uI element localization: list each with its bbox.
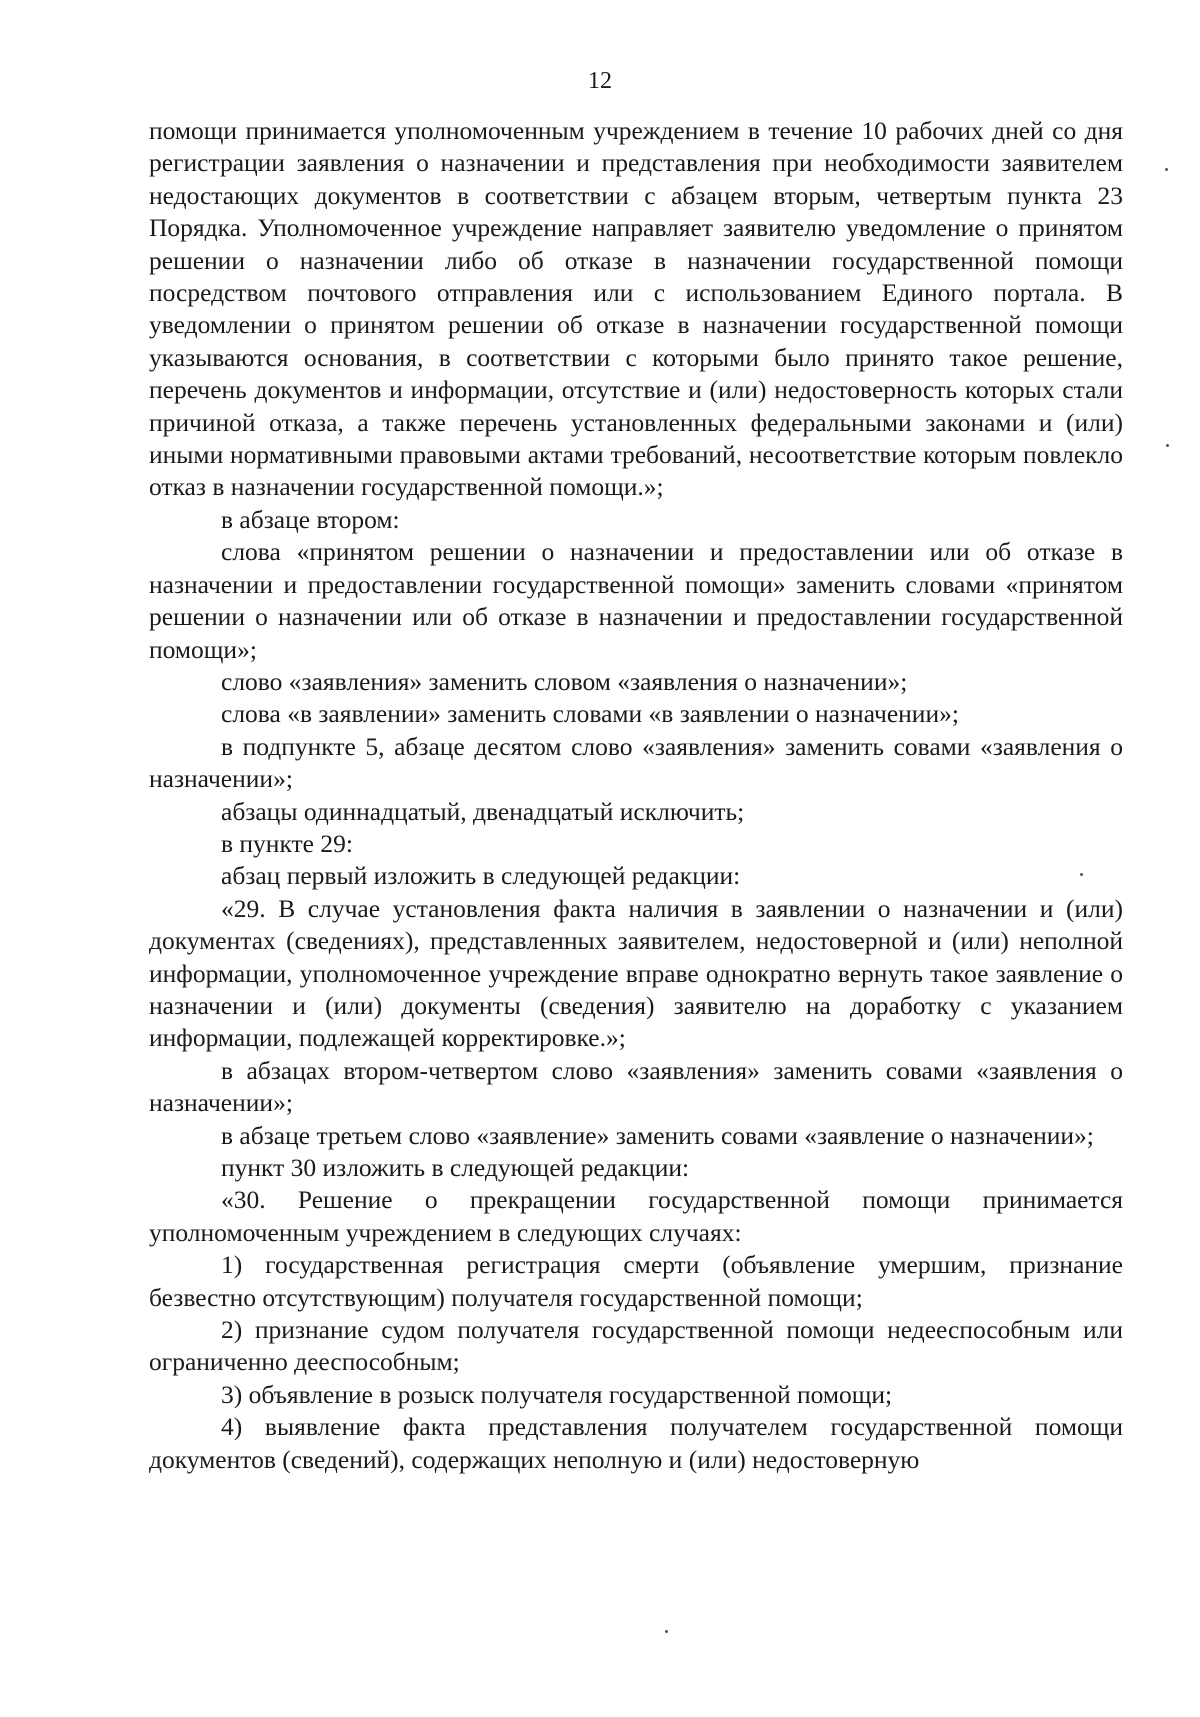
paragraph: абзацы одиннадцатый, двенадцатый исключить; <box>221 796 745 826</box>
paragraph: в абзаце третьем слово «заявление» заменить совами «заявление о назначении»; <box>221 1120 1094 1150</box>
scan-speck <box>1080 873 1083 876</box>
scan-speck <box>1165 168 1168 171</box>
paragraph: в подпункте 5, абзаце десятом слово «заявления» заменить совами «заявления о назначении»; <box>149 731 1123 794</box>
paragraph: абзац первый изложить в следующей редакции: <box>221 861 741 891</box>
paragraph: «30. Решение о прекращении государственной помощи принимается уполномоченным учреждением в следующих случаях: <box>149 1185 1123 1247</box>
list-item: 2) признание судом получателя государственной помощи недееспособным или ограниченно дееспособным; <box>149 1315 1123 1377</box>
paragraph: слово «заявления» заменить словом «заявления о назначении»; <box>221 666 908 696</box>
paragraph: слова «в заявлении» заменить словами «в заявлении о назначении»; <box>221 699 959 729</box>
paragraph: «29. В случае установления факта наличия в заявлении о назначении и (или) документах (сведениях), представленных заявителем, недостоверной и (или) неполной информации, уполномоченное учреждение вправе однократно вернуть такое заявление о назначении и (или) документы (сведения) заявителю на доработку с указанием информации, подлежащей корректировке.»; <box>149 893 1123 1053</box>
list-item: 1) государственная регистрация смерти (объявление умершим, признание безвестно отсутствующим) получателя государственной помощи; <box>149 1250 1123 1312</box>
page-number: 12 <box>588 68 612 94</box>
paragraph: в абзацах втором-четвертом слово «заявления» заменить совами «заявления о назначении»; <box>149 1055 1123 1118</box>
paragraph: в пункте 29: <box>221 828 353 858</box>
document-body <box>149 115 1123 1476</box>
paragraph: слова «принятом решении о назначении и предоставлении или об отказе в назначении и предоставлении государственной помощи» заменить словами «принятом решении о назначении или об отказе в назначении и предоставлении государственной помощи»; <box>149 537 1123 664</box>
paragraph-continuation: помощи принимается уполномоченным учреждением в течение 10 рабочих дней со дня регистрации заявления о назначении и представления при необходимости заявителем недостающих документов в соответствии с абзацем вторым, четвертым пункта 23 Порядка. Уполномоченное учреждение направляет заявителю уведомление о принятом решении о назначении либо об отказе в назначении государственной помощи посредством почтового отправления или с использованием Единого портала. В уведомлении о принятом решении об отказе в назначении государственной помощи указываются основания, в соответствии с которыми было принято такое решение, перечень документов и информации, отсутствие и (или) недостоверность которых стали причиной отказа, а также перечень установленных федеральными законами и (или) иными нормативными правовыми актами требований, несоответствие которым повлекло отказ в назначении государственной помощи.»; <box>149 116 1123 502</box>
scan-speck <box>1166 444 1169 447</box>
paragraph: пункт 30 изложить в следующей редакции: <box>221 1153 690 1182</box>
paragraph: в абзаце втором: <box>221 504 400 534</box>
list-item: 4) выявление факта представления получателем государственной помощи документов (сведений), содержащих неполную и (или) недостоверную <box>149 1412 1123 1474</box>
list-item: 3) объявление в розыск получателя государственной помощи; <box>221 1379 893 1409</box>
scan-speck <box>665 1630 668 1633</box>
